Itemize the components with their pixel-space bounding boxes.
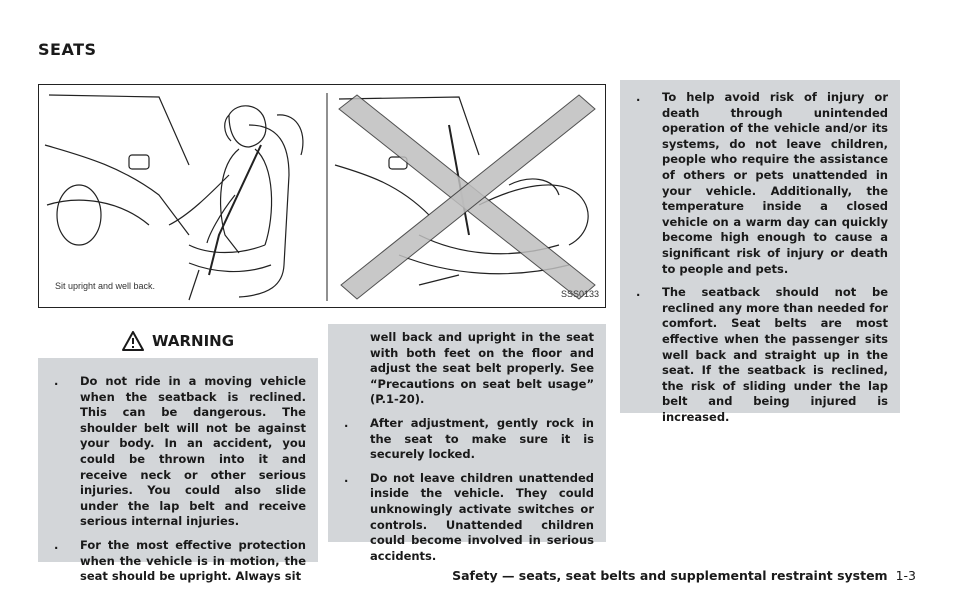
prohibited-x-mark <box>339 95 595 299</box>
section-title: SEATS <box>38 40 97 59</box>
footer-section-title: Safety — seats, seat belts and supplemental restraint system <box>452 568 888 583</box>
list-item: . For the most effective protection when the vehicle is in motion, the seat should be upright. Always sit <box>54 537 306 584</box>
warning-panel-col1 <box>38 324 318 584</box>
list-item: . The seatback should not be reclined any more than needed for comfort. Seat belts are most effective when the passenger sits well back and straight up in the seat. If the seatback is reclined, the risk of sliding under the lap belt and being injured is increased. <box>636 285 888 424</box>
upright-passenger-scene <box>45 95 303 300</box>
warning-triangle-icon <box>122 331 144 351</box>
warning-header <box>38 324 318 362</box>
warning-list-col2 <box>328 324 606 564</box>
warning-panel-col3 <box>620 80 900 424</box>
page-footer <box>452 568 916 583</box>
list-item: . To help avoid risk of injury or death through unintended operation of the vehicle and/or its systems, do not leave children, people who require the assistance of others or pets unattended in your vehicle. Additionally, the temperature inside a closed vehicle on a warm day can quickly become high enough to cause a significant risk of injury or death to people and pets. <box>636 90 888 276</box>
seat-illustration <box>38 84 606 308</box>
figure-caption: Sit upright and well back. <box>55 281 156 291</box>
warning-list-col1 <box>38 362 318 585</box>
page-number: 1-3 <box>895 568 916 583</box>
list-item: . Do not leave children unattended inside the vehicle. They could unknowingly activate switches or controls. Unattended children could become involved in serious accidents. <box>344 470 594 563</box>
list-item-continuation: well back and upright in the seat with both feet on the floor and adjust the seat belt properly. See “Precautions on seat belt usage” (P.1-20). <box>370 330 594 407</box>
figure-code: SSS0133 <box>560 289 599 299</box>
warning-heading: WARNING <box>151 332 235 350</box>
warning-list-col3 <box>620 80 900 425</box>
seat-illustration-drawing <box>39 85 606 308</box>
warning-panel-col2 <box>328 324 606 563</box>
list-item: . After adjustment, gently rock in the seat to make sure it is securely locked. <box>344 415 594 462</box>
list-item: . Do not ride in a moving vehicle when the seatback is reclined. This can be dangerous. The shoulder belt will not be against your body. In an accident, you could be thrown into it and receive neck or other serious injuries. You could also slide under the lap belt and receive serious internal injuries. <box>54 374 306 529</box>
